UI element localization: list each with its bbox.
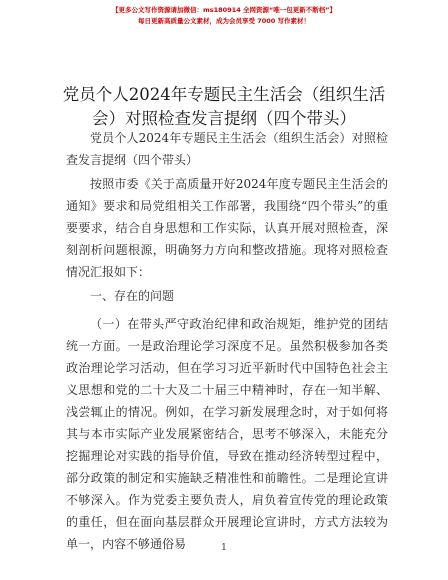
body-paragraph-1: 按照市委《关于高质量开好2024年度专题民主生活会的通知》要求和局党组相关工作部署，我围绕“四个带头”的重要要求，结合自身思想和工作实际，认真开展对照检查，深刻剖析问题根源，明确努力方向和整改措施。现将对照检查情况汇报如下：: [66, 177, 388, 279]
document-title-line-1: 党员个人2024年专题民主生活会（组织生活: [62, 85, 386, 104]
document-title-line-2: 会）对照检查发言提纲（四个带头）: [92, 109, 356, 128]
promo-banner-line-2: 每日更新高质量公文素材，成为会员享受 7000 写作素材！: [137, 17, 311, 25]
body-paragraph-2: （一）在带头严守政治纪律和政治规矩，维护党的团结统一方面。一是政治理论学习深度不足。虽然积极参加各类政治理论学习活动，但在学习习近平新时代中国特色社会主义思想和党的二十大及二十届三中精神时，存在一知半解、浅尝辄止的情况。例如，在学习新发展理念时，对于如何将其与本市实际产业发展紧密结合，思考不够深入，未能充分挖掘理论对实践的指导价值，导致在推动经济转型过程中，部分政策的制定和实施缺乏精准性和前瞻性。二是理论宣讲不够深入。作为党委主要负责人，肩负着宣传党的理论政策的重任，但在面向基层群众开展理论宣讲时，方式方法较为单一，内容不够通俗易: [66, 317, 388, 551]
page-number: 1: [221, 543, 227, 553]
intro-paragraph: 党员个人2024年专题民主生活会（组织生活会）对照检查发言提纲（四个带头）: [66, 131, 388, 167]
promo-banner-line-1: 【更多公文写作资源请加微信：ms180914 全网资源“唯一包更新不断档”】: [111, 6, 337, 14]
section-heading: 一、存在的问题: [90, 289, 175, 303]
